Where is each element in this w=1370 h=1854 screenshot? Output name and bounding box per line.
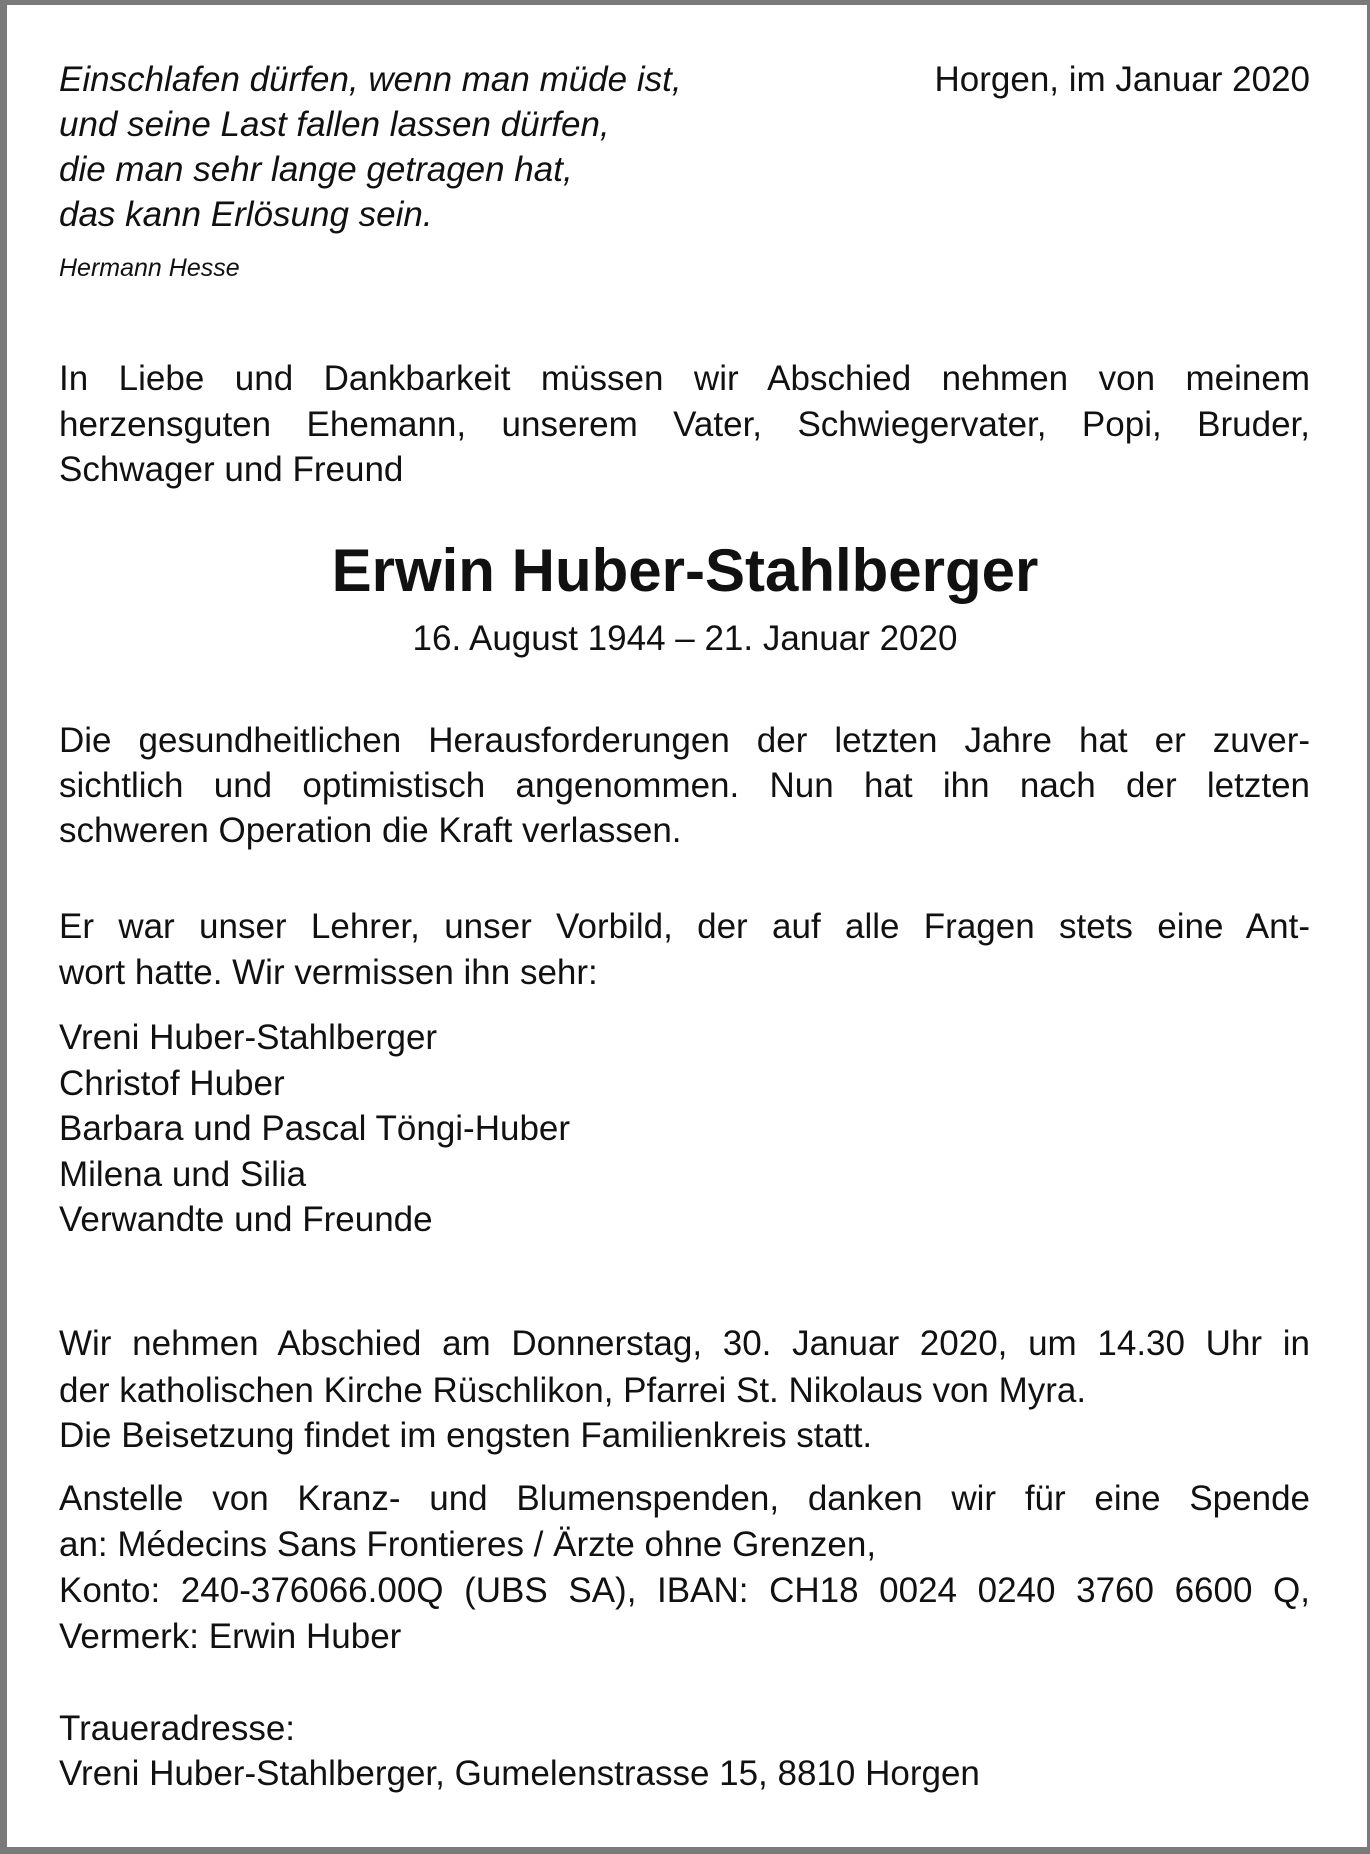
quote-line: die man sehr lange getragen hat, [59, 150, 573, 189]
ceremony-line: Wir nehmen Abschied am Donnerstag, 30. Januar 2020, um 14.30 Uhr in [59, 1324, 1310, 1363]
donation-line: Anstelle von Kranz- und Blumenspenden, danken wir für eine Spende [59, 1479, 1310, 1518]
place-date: Horgen, im Januar 2020 [934, 60, 1310, 99]
quote-line: und seine Last fallen lassen dürfen, [59, 105, 610, 144]
mourner: Verwandte und Freunde [59, 1200, 433, 1239]
ceremony-line: Die Beisetzung findet im engsten Familienkreis statt. [59, 1416, 873, 1455]
quote-line: Einschlafen dürfen, wenn man müde ist, [59, 60, 682, 99]
paragraph-line: wort hatte. Wir vermissen ihn sehr: [59, 953, 598, 992]
ceremony-line: der katholischen Kirche Rüschlikon, Pfarrei St. Nikolaus von Myra. [59, 1371, 1087, 1410]
paragraph-line: Er war unser Lehrer, unser Vorbild, der auf alle Fragen stets eine Ant- [59, 907, 1310, 946]
intro-line: herzensguten Ehemann, unserem Vater, Schwiegervater, Popi, Bruder, [59, 405, 1310, 444]
mourner: Christof Huber [59, 1064, 285, 1103]
mourner: Vreni Huber-Stahlberger [59, 1018, 438, 1057]
paragraph-line: schweren Operation die Kraft verlassen. [59, 811, 682, 850]
quote-author: Hermann Hesse [59, 254, 240, 282]
intro-line: In Liebe und Dankbarkeit müssen wir Abschied nehmen von meinem [59, 359, 1310, 398]
donation-line: Konto: 240-376066.00Q (UBS SA), IBAN: CH18 0024 0240 3760 6600 Q, [59, 1571, 1310, 1610]
mourner: Barbara und Pascal Töngi-Huber [59, 1109, 571, 1148]
deceased-name: Erwin Huber-Stahlberger [331, 537, 1039, 604]
paragraph-line: sichtlich und optimistisch angenommen. Nun hat ihn nach der letzten [59, 766, 1310, 805]
donation-line: Vermerk: Erwin Huber [59, 1617, 402, 1656]
mourner: Milena und Silia [59, 1155, 307, 1194]
paragraph-line: Die gesundheitlichen Herausforderungen der letzten Jahre hat er zuver- [59, 721, 1310, 760]
intro-line: Schwager und Freund [59, 450, 404, 489]
donation-line: an: Médecins Sans Frontieres / Ärzte ohne Grenzen, [59, 1525, 877, 1564]
quote-line: das kann Erlösung sein. [59, 195, 433, 234]
life-dates: 16. August 1944 – 21. Januar 2020 [412, 619, 958, 658]
address-label: Traueradresse: [59, 1709, 296, 1748]
address-value: Vreni Huber-Stahlberger, Gumelenstrasse 15, 8810 Horgen [59, 1754, 980, 1793]
